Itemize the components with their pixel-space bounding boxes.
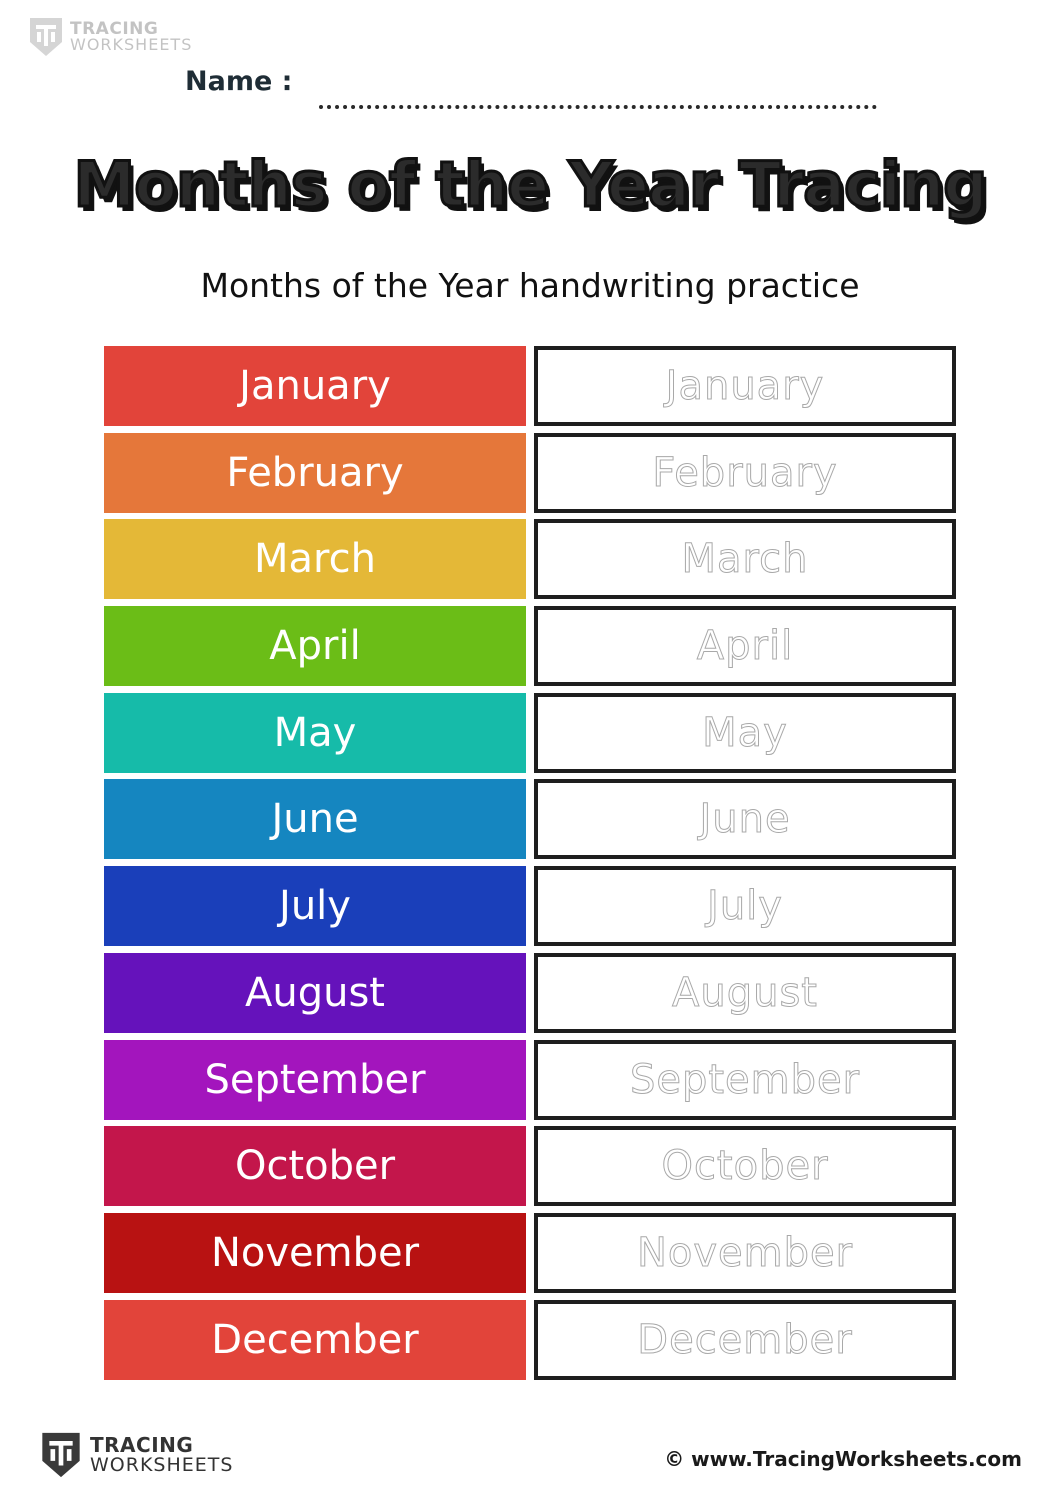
month-row xyxy=(104,953,956,1033)
month-label: September xyxy=(104,1040,526,1120)
month-trace-box[interactable]: June xyxy=(534,779,956,859)
month-trace-box[interactable]: August xyxy=(534,953,956,1033)
copyright-text: © www.TracingWorksheets.com xyxy=(664,1447,1022,1471)
bottom-logo xyxy=(40,1430,233,1480)
month-row xyxy=(104,433,956,513)
month-trace-box[interactable]: January xyxy=(534,346,956,426)
shield-logo-icon xyxy=(28,16,64,58)
top-logo xyxy=(28,16,192,58)
worksheet-subtitle: Months of the Year handwriting practice xyxy=(200,266,860,305)
month-label: November xyxy=(104,1213,526,1293)
name-writing-line[interactable] xyxy=(319,99,877,109)
month-row xyxy=(104,1213,956,1293)
month-row xyxy=(104,346,956,426)
month-row xyxy=(104,1126,956,1206)
months-table xyxy=(104,346,956,1386)
name-row xyxy=(185,66,292,97)
month-row xyxy=(104,779,956,859)
month-label: June xyxy=(104,779,526,859)
month-trace-box[interactable]: April xyxy=(534,606,956,686)
month-label: March xyxy=(104,519,526,599)
month-label: January xyxy=(104,346,526,426)
month-trace-box[interactable]: December xyxy=(534,1300,956,1380)
logo-word-tracing: TRACING xyxy=(90,1433,194,1457)
month-label: May xyxy=(104,693,526,773)
month-label: April xyxy=(104,606,526,686)
month-row xyxy=(104,866,956,946)
month-row xyxy=(104,1300,956,1380)
top-logo-text xyxy=(70,21,192,53)
month-label: October xyxy=(104,1126,526,1206)
month-row xyxy=(104,519,956,599)
logo-word-worksheets: WORKSHEETS xyxy=(70,35,193,54)
month-label: August xyxy=(104,953,526,1033)
month-label: February xyxy=(104,433,526,513)
name-label: Name : xyxy=(185,66,293,97)
month-trace-box[interactable]: February xyxy=(534,433,956,513)
month-trace-box[interactable]: March xyxy=(534,519,956,599)
month-label: December xyxy=(104,1300,526,1380)
month-trace-box[interactable]: September xyxy=(534,1040,956,1120)
month-trace-box[interactable]: October xyxy=(534,1126,956,1206)
logo-word-worksheets: WORKSHEETS xyxy=(90,1454,234,1476)
month-row xyxy=(104,1040,956,1120)
month-trace-box[interactable]: July xyxy=(534,866,956,946)
shield-logo-icon xyxy=(40,1430,82,1480)
month-row xyxy=(104,693,956,773)
month-row xyxy=(104,606,956,686)
month-label: July xyxy=(104,866,526,946)
logo-word-tracing: TRACING xyxy=(70,19,159,39)
month-trace-box[interactable]: May xyxy=(534,693,956,773)
worksheet-title: Months of the Year Tracing xyxy=(73,148,987,221)
month-trace-box[interactable]: November xyxy=(534,1213,956,1293)
bottom-logo-text xyxy=(90,1435,233,1475)
